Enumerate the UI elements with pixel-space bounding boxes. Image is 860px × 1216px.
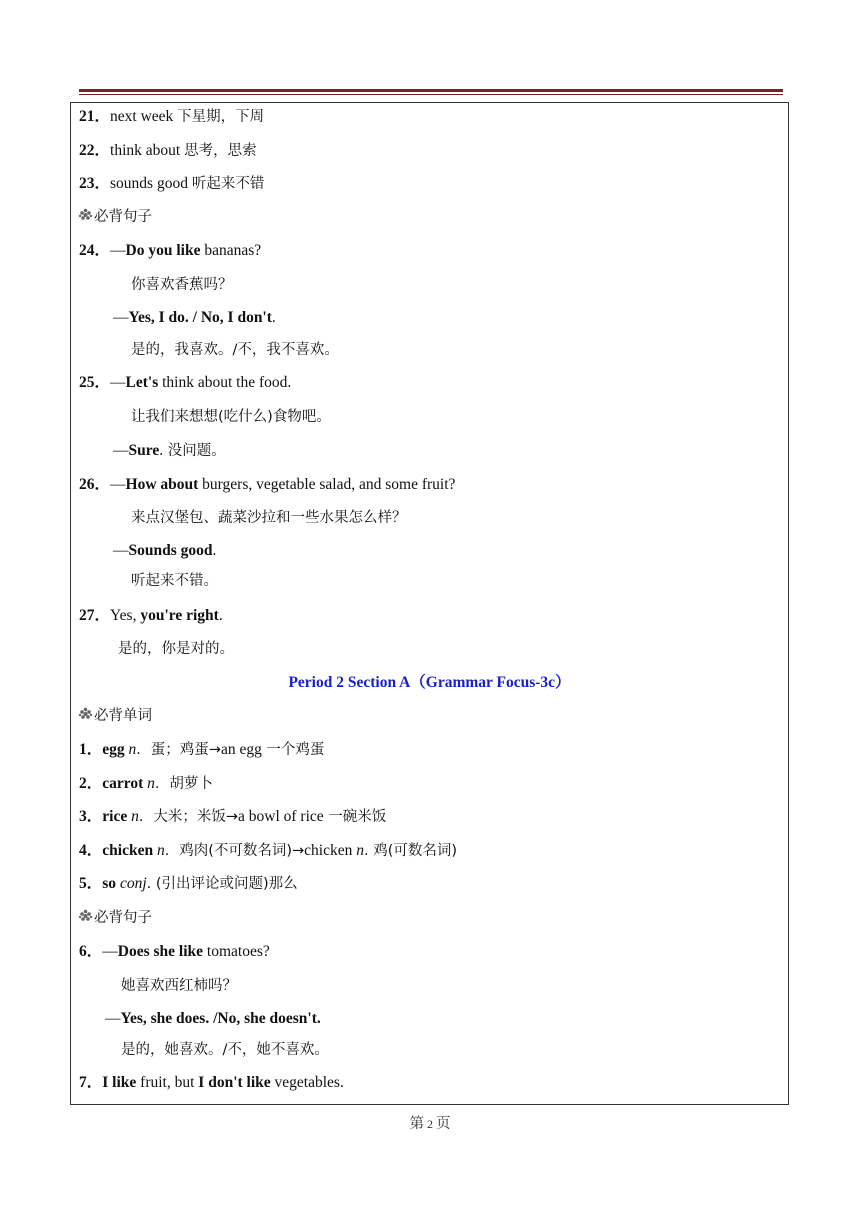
section-heading-sentences-2: 必背句子 [78, 908, 152, 928]
page-footer: 第 2 页 [409, 1116, 451, 1132]
item-24-question: 24．—Do you like bananas? [79, 242, 262, 259]
word-1: 1．egg n．蛋；鸡蛋→an egg 一个鸡蛋 [79, 741, 325, 758]
item-25-question: 25．—Let's think about the food. [79, 374, 292, 391]
item-26-answer-cn: 听起来不错。 [131, 573, 218, 589]
sentence-7: 7．I like fruit, but I don't like vegetables. [79, 1074, 344, 1091]
word-2: 2．carrot n．胡萝卜 [79, 775, 213, 792]
header-rule-thin [79, 94, 783, 95]
word-4: 4．chicken n．鸡肉(不可数名词)→chicken n. 鸡(可数名词) [79, 842, 458, 859]
page-number: 2 [427, 1117, 433, 1131]
item-26-answer: —Sounds good. [113, 542, 217, 559]
sentence-6-question: 6．—Does she like tomatoes? [79, 943, 270, 960]
item-26-question: 26．—How about burgers, vegetable salad, and some fruit? [79, 476, 456, 493]
sentence-6-answer-cn: 是的，她喜欢。/不，她不喜欢。 [121, 1042, 329, 1058]
item-25-answer: —Sure. 没问题。 [113, 442, 226, 459]
sentence-6-answer: —Yes, she does. /No, she doesn't. [105, 1010, 321, 1027]
content-frame [70, 102, 789, 1105]
item-27: 27．Yes, you're right. [79, 607, 223, 624]
item-22: 22．think about 思考，思索 [79, 142, 257, 159]
item-21: 21．next week 下星期，下周 [79, 108, 265, 125]
flower-icon [78, 208, 93, 222]
sentence-6-question-cn: 她喜欢西红柿吗？ [121, 978, 237, 994]
item-25-question-cn: 让我们来想想(吃什么)食物吧。 [131, 409, 331, 425]
section-heading-words: 必背单词 [78, 706, 152, 726]
item-23: 23．sounds good 听起来不错 [79, 175, 265, 192]
flower-icon [78, 909, 93, 923]
section-heading-sentences: 必背句子 [78, 207, 152, 227]
word-5: 5．so conj. (引出评论或问题)那么 [79, 875, 298, 892]
word-3: 3．rice n．大米；米饭→a bowl of rice 一碗米饭 [79, 808, 387, 825]
period-2-title: Period 2 Section A（Grammar Focus-3c） [288, 674, 571, 691]
item-27-cn: 是的，你是对的。 [118, 641, 234, 657]
item-24-question-cn: 你喜欢香蕉吗？ [131, 277, 233, 293]
item-24-answer-cn: 是的，我喜欢。/不，我不喜欢。 [131, 342, 339, 358]
item-24-answer: —Yes, I do. / No, I don't. [113, 309, 276, 326]
item-26-question-cn: 来点汉堡包、蔬菜沙拉和一些水果怎么样？ [131, 510, 407, 526]
flower-icon [78, 707, 93, 721]
header-rule-thick [79, 89, 783, 92]
